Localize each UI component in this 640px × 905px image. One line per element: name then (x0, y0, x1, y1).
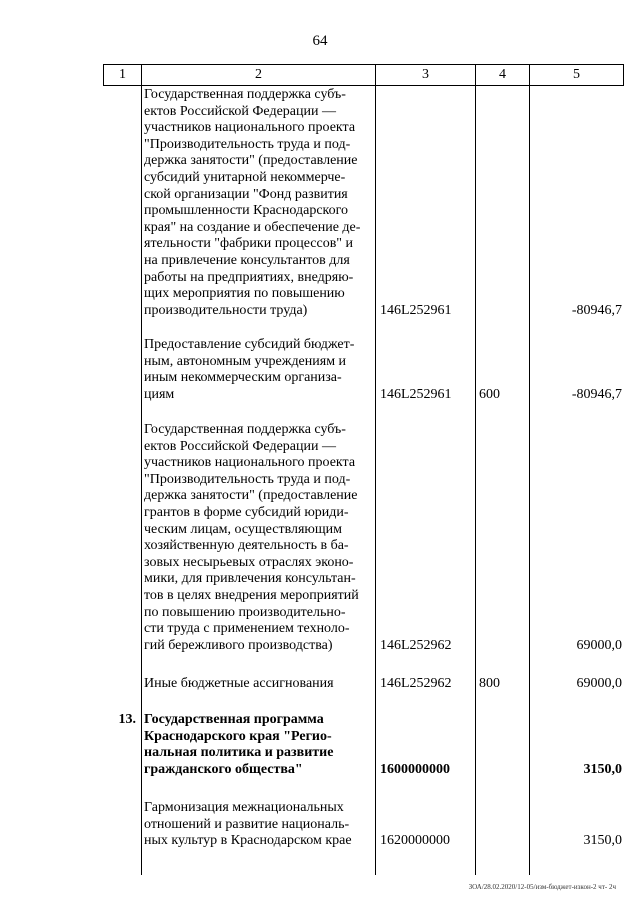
target-article-code: 1600000000 (380, 761, 450, 777)
column-divider (141, 85, 142, 875)
amount-value: -80946,7 (571, 302, 622, 318)
description-line: хозяйственную деятельность в ба- (144, 538, 349, 554)
row-description (144, 712, 369, 778)
document-footer: ЗОА/28.02.2020/12-05/изм-бюджет-изкон-2 чт- 2ч (468, 883, 616, 891)
description-line: Государственная программа (144, 712, 324, 727)
expense-type-code: 600 (479, 386, 500, 402)
description-line: щих мероприятия по повышению (144, 286, 345, 302)
column-header-4: 4 (476, 65, 530, 86)
description-line: субсидий унитарной некоммерче- (144, 169, 346, 185)
description-line: ской организации "Фонд развития (144, 186, 348, 202)
column-divider (375, 85, 376, 875)
amount-value: 69000,0 (576, 676, 622, 691)
description-line: ных культур в Краснодарском крае (144, 833, 352, 849)
description-line: на привлечение консультантов для (144, 252, 350, 268)
column-divider (529, 85, 530, 875)
column-header-1: 1 (104, 65, 142, 86)
description-line: ным, автономным учреждениям и (144, 353, 347, 369)
description-line: ектов Российской Федерации — (144, 438, 336, 454)
row-description (144, 422, 369, 654)
description-line: грантов в форме субсидий юриди- (144, 504, 349, 520)
description-line: ятельности "фабрики процессов" и (144, 236, 354, 252)
description-line: Краснодарского края "Регио- (144, 728, 332, 744)
description-line: промышленности Краснодарского (144, 203, 349, 219)
row-description (144, 800, 369, 850)
description-line: ектов Российской Федерации — (144, 103, 336, 119)
description-line: держка занятости" (предоставление (144, 153, 358, 169)
row-number: 13. (118, 712, 136, 727)
description-line: зовых несырьевых отраслях эконо- (144, 554, 354, 570)
expense-type-code: 800 (479, 676, 500, 691)
description-line: мики, для привлечения консультан- (144, 571, 356, 587)
description-line: "Производительность труда и под- (144, 471, 351, 487)
description-line: гий бережливого производства) (144, 637, 333, 653)
description-line: держка занятости" (предоставление (144, 488, 358, 504)
description-line: Иные бюджетные ассигнования (144, 676, 334, 691)
description-line: участников национального проекта (144, 120, 356, 136)
description-line: Гармонизация межнациональных (144, 800, 344, 815)
description-line: ческим лицам, осуществляющим (144, 521, 343, 537)
amount-value: -80946,7 (571, 386, 622, 402)
row-description (144, 87, 369, 319)
target-article-code: 146L252962 (380, 676, 452, 691)
description-line: циям (144, 386, 175, 402)
amount-value: 69000,0 (576, 637, 622, 653)
description-line: участников национального проекта (144, 455, 356, 471)
description-line: сти труда с применением техноло- (144, 621, 350, 637)
target-article-code: 146L252961 (380, 386, 452, 402)
row-description (144, 337, 369, 403)
target-article-code: 1620000000 (380, 833, 450, 849)
description-line: Государственная поддержка субъ- (144, 87, 346, 102)
description-line: иным некоммерческим организа- (144, 370, 342, 386)
description-line: отношений и развитие националь- (144, 816, 350, 832)
description-line: производительности труда) (144, 302, 308, 318)
column-header-2: 2 (142, 65, 376, 86)
description-line: работы на предприятиях, внедряю- (144, 269, 354, 285)
row-description (144, 676, 369, 693)
target-article-code: 146L252962 (380, 637, 452, 653)
amount-value: 3150,0 (583, 833, 622, 849)
target-article-code: 146L252961 (380, 302, 452, 318)
column-header-3: 3 (376, 65, 476, 86)
amount-value: 3150,0 (583, 761, 622, 777)
description-line: нальная политика и развитие (144, 745, 334, 761)
description-line: тов в целях внедрения мероприятий (144, 587, 359, 603)
page-number: 64 (312, 33, 328, 49)
description-line: Предоставление субсидий бюджет- (144, 337, 355, 352)
description-line: края" на создание и обеспечение де- (144, 219, 361, 235)
column-header-5: 5 (530, 65, 624, 86)
description-line: по повышению производительно- (144, 604, 346, 620)
description-line: "Производительность труда и под- (144, 136, 351, 152)
column-header-row (103, 64, 624, 86)
description-line: гражданского общества" (144, 761, 303, 777)
description-line: Государственная поддержка субъ- (144, 422, 346, 437)
column-divider (475, 85, 476, 875)
